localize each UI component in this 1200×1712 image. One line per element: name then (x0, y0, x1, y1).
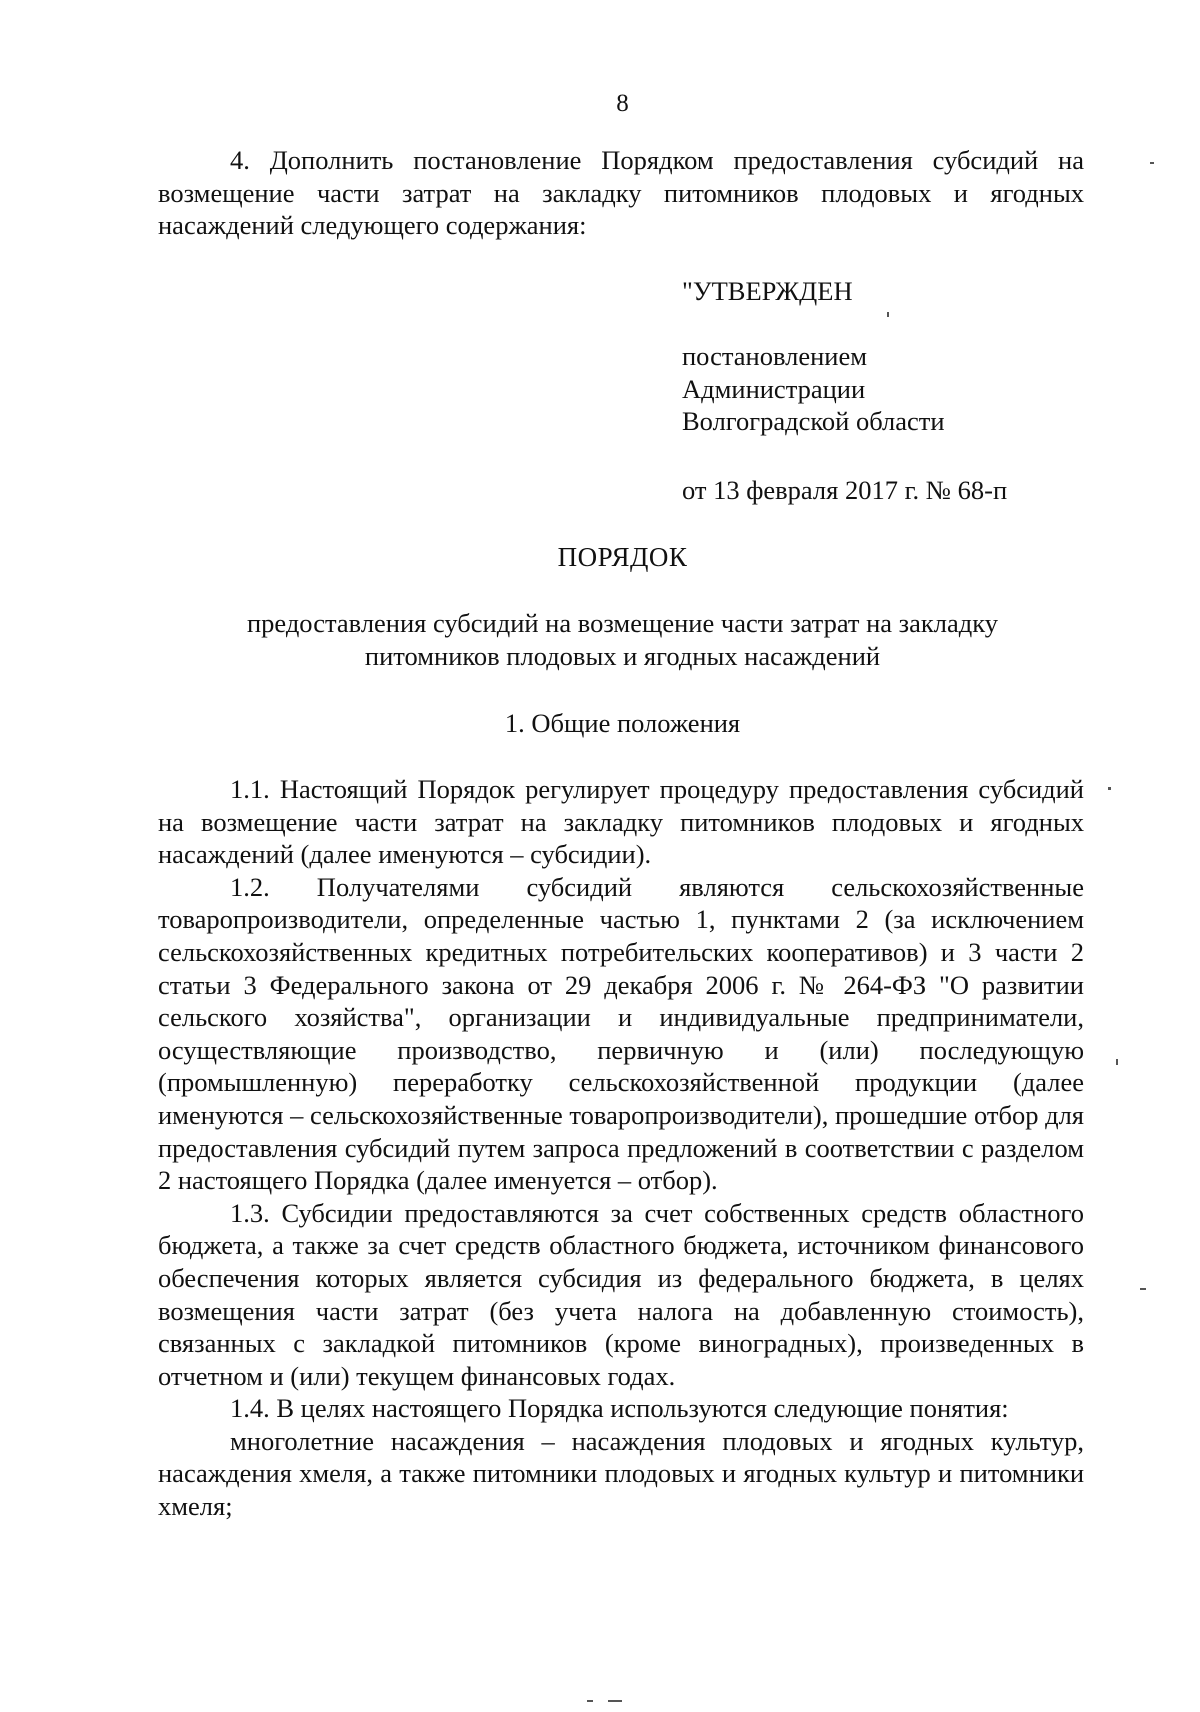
scan-speck (587, 1700, 593, 1702)
approval-line: постановлением (682, 341, 867, 371)
approval-line: Волгоградской области (682, 406, 945, 437)
paragraph-1-4: 1.4. В целях настоящего Порядка используются следующие понятия: (230, 1393, 1009, 1424)
paragraph-definition: многолетние насаждения – насаждения плодовых и ягодных культур, насаждения хмеля, а также питомники плодовых и ягодных культур и питомники хмеля; (158, 1425, 1084, 1522)
page-number: 8 (616, 90, 629, 117)
intro-paragraph: 4. Дополнить постановление Порядком предоставления субсидий на возмещение части затрат на закладку питомников плодовых и ягодных насаждений следующего содержания: (158, 145, 1084, 241)
scan-speck (1108, 787, 1111, 790)
document-title: ПОРЯДОК (557, 542, 688, 572)
scan-speck (887, 312, 889, 317)
scan-speck (1150, 162, 1154, 164)
paragraph-1-1: 1.1. Настоящий Порядок регулирует процедуру предоставления субсидий на возмещение части затрат на закладку питомников плодовых и ягодных насаждений (далее именуются – субсидии). (158, 774, 1084, 870)
section-heading: 1. Общие положения (504, 708, 741, 738)
paragraph-1-3: 1.3. Субсидии предоставляются за счет собственных средств областного бюджета, а также за счет средств областного бюджета, источником финансового обеспечения которых является субсидия из федерального бюджета, в целях возмещения части затрат (без учета налога на добавленную стоимость), связанных с закладкой питомников (кроме виноградных), произведенных в отчетном и (или) текущем финансовых годах. (158, 1197, 1084, 1391)
intro-block (158, 144, 1084, 242)
approval-line: Администрации (682, 373, 866, 404)
scan-speck (1140, 1288, 1146, 1290)
scan-speck (1116, 1059, 1118, 1065)
approval-date: от 13 февраля 2017 г. № 68-п (682, 475, 1008, 505)
subtitle-line: предоставления субсидий на возмещение части затрат на закладку (246, 608, 998, 638)
document-subtitle (200, 607, 1045, 672)
scan-speck (608, 1700, 622, 1702)
approval-title: "УТВЕРЖДЕН (682, 276, 853, 306)
subtitle-line: питомников плодовых и ягодных насаждений (364, 640, 881, 671)
section-body (158, 773, 1084, 1523)
approval-authority (682, 340, 945, 438)
paragraph-1-2: 1.2. Получателями субсидий являются сельскохозяйственные товаропроизводители, определенные частью 1, пунктами 2 (за исключением сельскохозяйственных кредитных потребительских кооперативов) и 3 части 2 статьи 3 Федерального закона от 29 декабря 2006 г. № 264-ФЗ "О развитии сельского хозяйства", организации и индивидуальные предприниматели, осуществляющие производство, первичную и (или) последующую (промышленную) переработку сельскохозяйственной продукции (далее именуются – сельскохозяйственные товаропроизводители), прошедшие отбор для предоставления субсидий путем запроса предложений в соответствии с разделом 2 настоящего Порядка (далее именуется – отбор). (158, 871, 1084, 1196)
